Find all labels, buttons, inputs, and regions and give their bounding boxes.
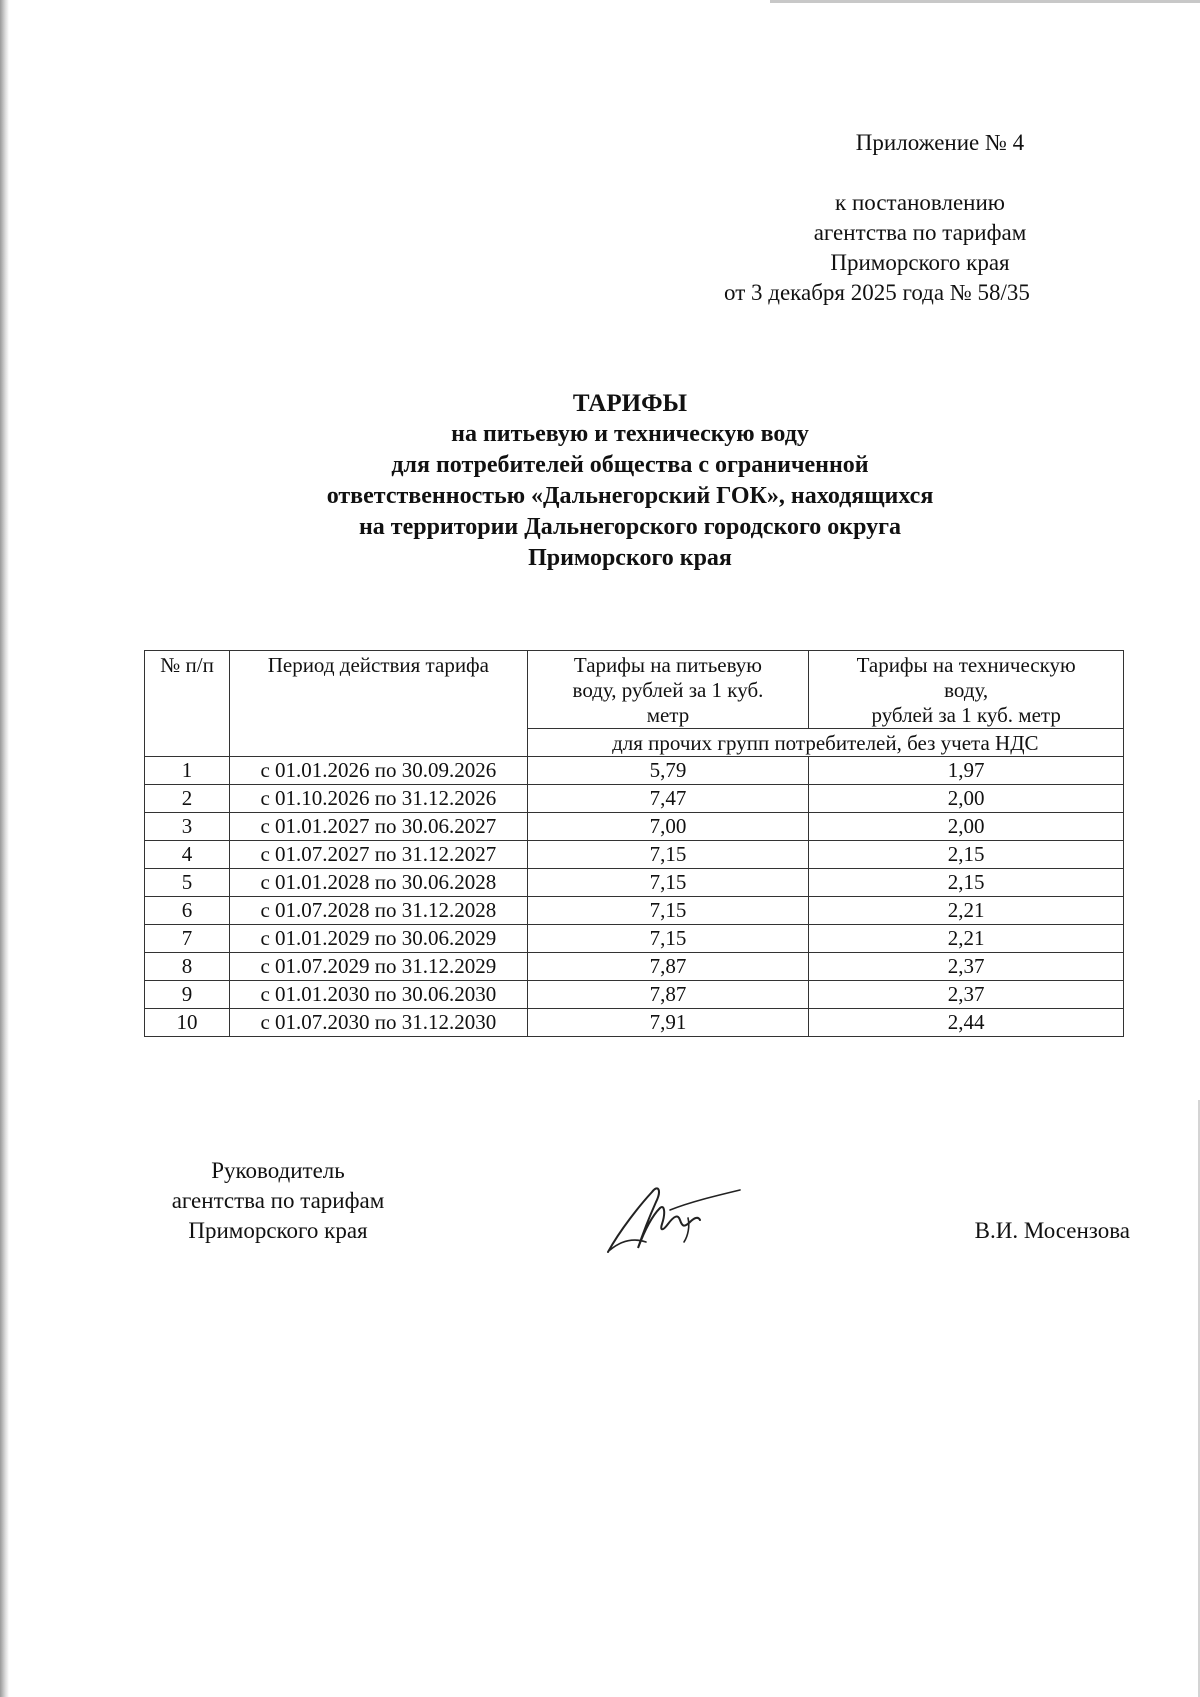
cell-period: с 01.01.2030 по 30.06.2030: [230, 981, 528, 1009]
table-row: [145, 1009, 1124, 1037]
heading-line: Приморского края: [528, 545, 732, 571]
appendix-title: Приложение № 4: [855, 130, 1025, 155]
cell-technical-tariff: 2,21: [809, 925, 1124, 953]
scan-edge-top: [770, 0, 1200, 3]
cell-num: 10: [145, 1009, 230, 1037]
header-drinking-line: Тарифы на питьевую: [573, 653, 762, 677]
appendix-line: Приморского края: [830, 250, 1010, 275]
cell-technical-tariff: 2,15: [809, 869, 1124, 897]
cell-technical-tariff: 2,00: [809, 813, 1124, 841]
table-row: [145, 757, 1124, 785]
table-row: [145, 869, 1124, 897]
cell-technical-tariff: 1,97: [809, 757, 1124, 785]
cell-technical-tariff: 2,00: [809, 785, 1124, 813]
cell-technical-tariff: 2,37: [809, 953, 1124, 981]
cell-drinking-tariff: 7,15: [527, 869, 809, 897]
signature-position-line: агентства по тарифам: [171, 1188, 385, 1213]
cell-num: 6: [145, 897, 230, 925]
signer-name: В.И. Мосензова: [974, 1218, 1130, 1243]
table-row: [145, 897, 1124, 925]
scan-edge-left: [0, 0, 9, 1697]
cell-period: с 01.07.2027 по 31.12.2027: [230, 841, 528, 869]
header-drinking: [527, 651, 809, 729]
table-row: [145, 841, 1124, 869]
handwritten-signature: [600, 1170, 750, 1260]
cell-drinking-tariff: 7,91: [527, 1009, 809, 1037]
signature-position-line: Приморского края: [188, 1218, 368, 1243]
cell-drinking-tariff: 7,15: [527, 841, 809, 869]
heading-line: ответственностью «Дальнегорский ГОК», находящихся: [326, 483, 934, 509]
cell-num: 1: [145, 757, 230, 785]
cell-period: с 01.07.2029 по 31.12.2029: [230, 953, 528, 981]
header-technical: [809, 651, 1124, 729]
appendix-decree: от 3 декабря 2025 года № 58/35: [724, 280, 1030, 305]
appendix-block: [700, 128, 1140, 308]
cell-technical-tariff: 2,44: [809, 1009, 1124, 1037]
table-row: [145, 925, 1124, 953]
appendix-line: агентства по тарифам: [813, 220, 1027, 245]
cell-technical-tariff: 2,37: [809, 981, 1124, 1009]
cell-period: с 01.01.2029 по 30.06.2029: [230, 925, 528, 953]
cell-period: с 01.01.2027 по 30.06.2027: [230, 813, 528, 841]
heading-title: ТАРИФЫ: [572, 390, 688, 417]
header-technical-line: рублей за 1 куб. метр: [871, 703, 1061, 727]
cell-num: 8: [145, 953, 230, 981]
cell-num: 4: [145, 841, 230, 869]
header-period: Период действия тарифа: [230, 651, 528, 757]
cell-period: с 01.01.2026 по 30.09.2026: [230, 757, 528, 785]
appendix-line: к постановлению: [835, 190, 1005, 215]
heading-line: на питьевую и техническую воду: [451, 421, 809, 447]
cell-num: 9: [145, 981, 230, 1009]
tariff-table: [144, 650, 1124, 1037]
cell-drinking-tariff: 7,47: [527, 785, 809, 813]
cell-num: 2: [145, 785, 230, 813]
heading-line: для потребителей общества с ограниченной: [391, 452, 869, 478]
table-row: [145, 953, 1124, 981]
header-drinking-line: воду, рублей за 1 куб.: [572, 678, 764, 702]
header-technical-line: Тарифы на техническую: [856, 653, 1076, 677]
table-row: [145, 813, 1124, 841]
cell-technical-tariff: 2,15: [809, 841, 1124, 869]
cell-drinking-tariff: 7,00: [527, 813, 809, 841]
cell-drinking-tariff: 7,15: [527, 925, 809, 953]
cell-period: с 01.10.2026 по 31.12.2026: [230, 785, 528, 813]
cell-num: 3: [145, 813, 230, 841]
table-row: [145, 785, 1124, 813]
cell-drinking-tariff: 7,15: [527, 897, 809, 925]
table-header-row: [145, 651, 1124, 729]
heading-line: на территории Дальнегорского городского округа: [358, 514, 902, 540]
signature-position: [128, 1156, 428, 1246]
cell-period: с 01.01.2028 по 30.06.2028: [230, 869, 528, 897]
cell-period: с 01.07.2028 по 31.12.2028: [230, 897, 528, 925]
cell-drinking-tariff: 5,79: [527, 757, 809, 785]
cell-period: с 01.07.2030 по 31.12.2030: [230, 1009, 528, 1037]
header-consumer-group: для прочих групп потребителей, без учета НДС: [527, 729, 1123, 757]
cell-num: 5: [145, 869, 230, 897]
tariff-table-body: [145, 757, 1124, 1037]
cell-drinking-tariff: 7,87: [527, 953, 809, 981]
signature-position-line: Руководитель: [211, 1158, 345, 1183]
table-row: [145, 981, 1124, 1009]
cell-num: 7: [145, 925, 230, 953]
header-num: № п/п: [145, 651, 230, 757]
document-heading: [140, 388, 1120, 574]
header-technical-line: воду,: [944, 678, 989, 702]
cell-drinking-tariff: 7,87: [527, 981, 809, 1009]
cell-technical-tariff: 2,21: [809, 897, 1124, 925]
header-drinking-line: метр: [646, 703, 690, 727]
